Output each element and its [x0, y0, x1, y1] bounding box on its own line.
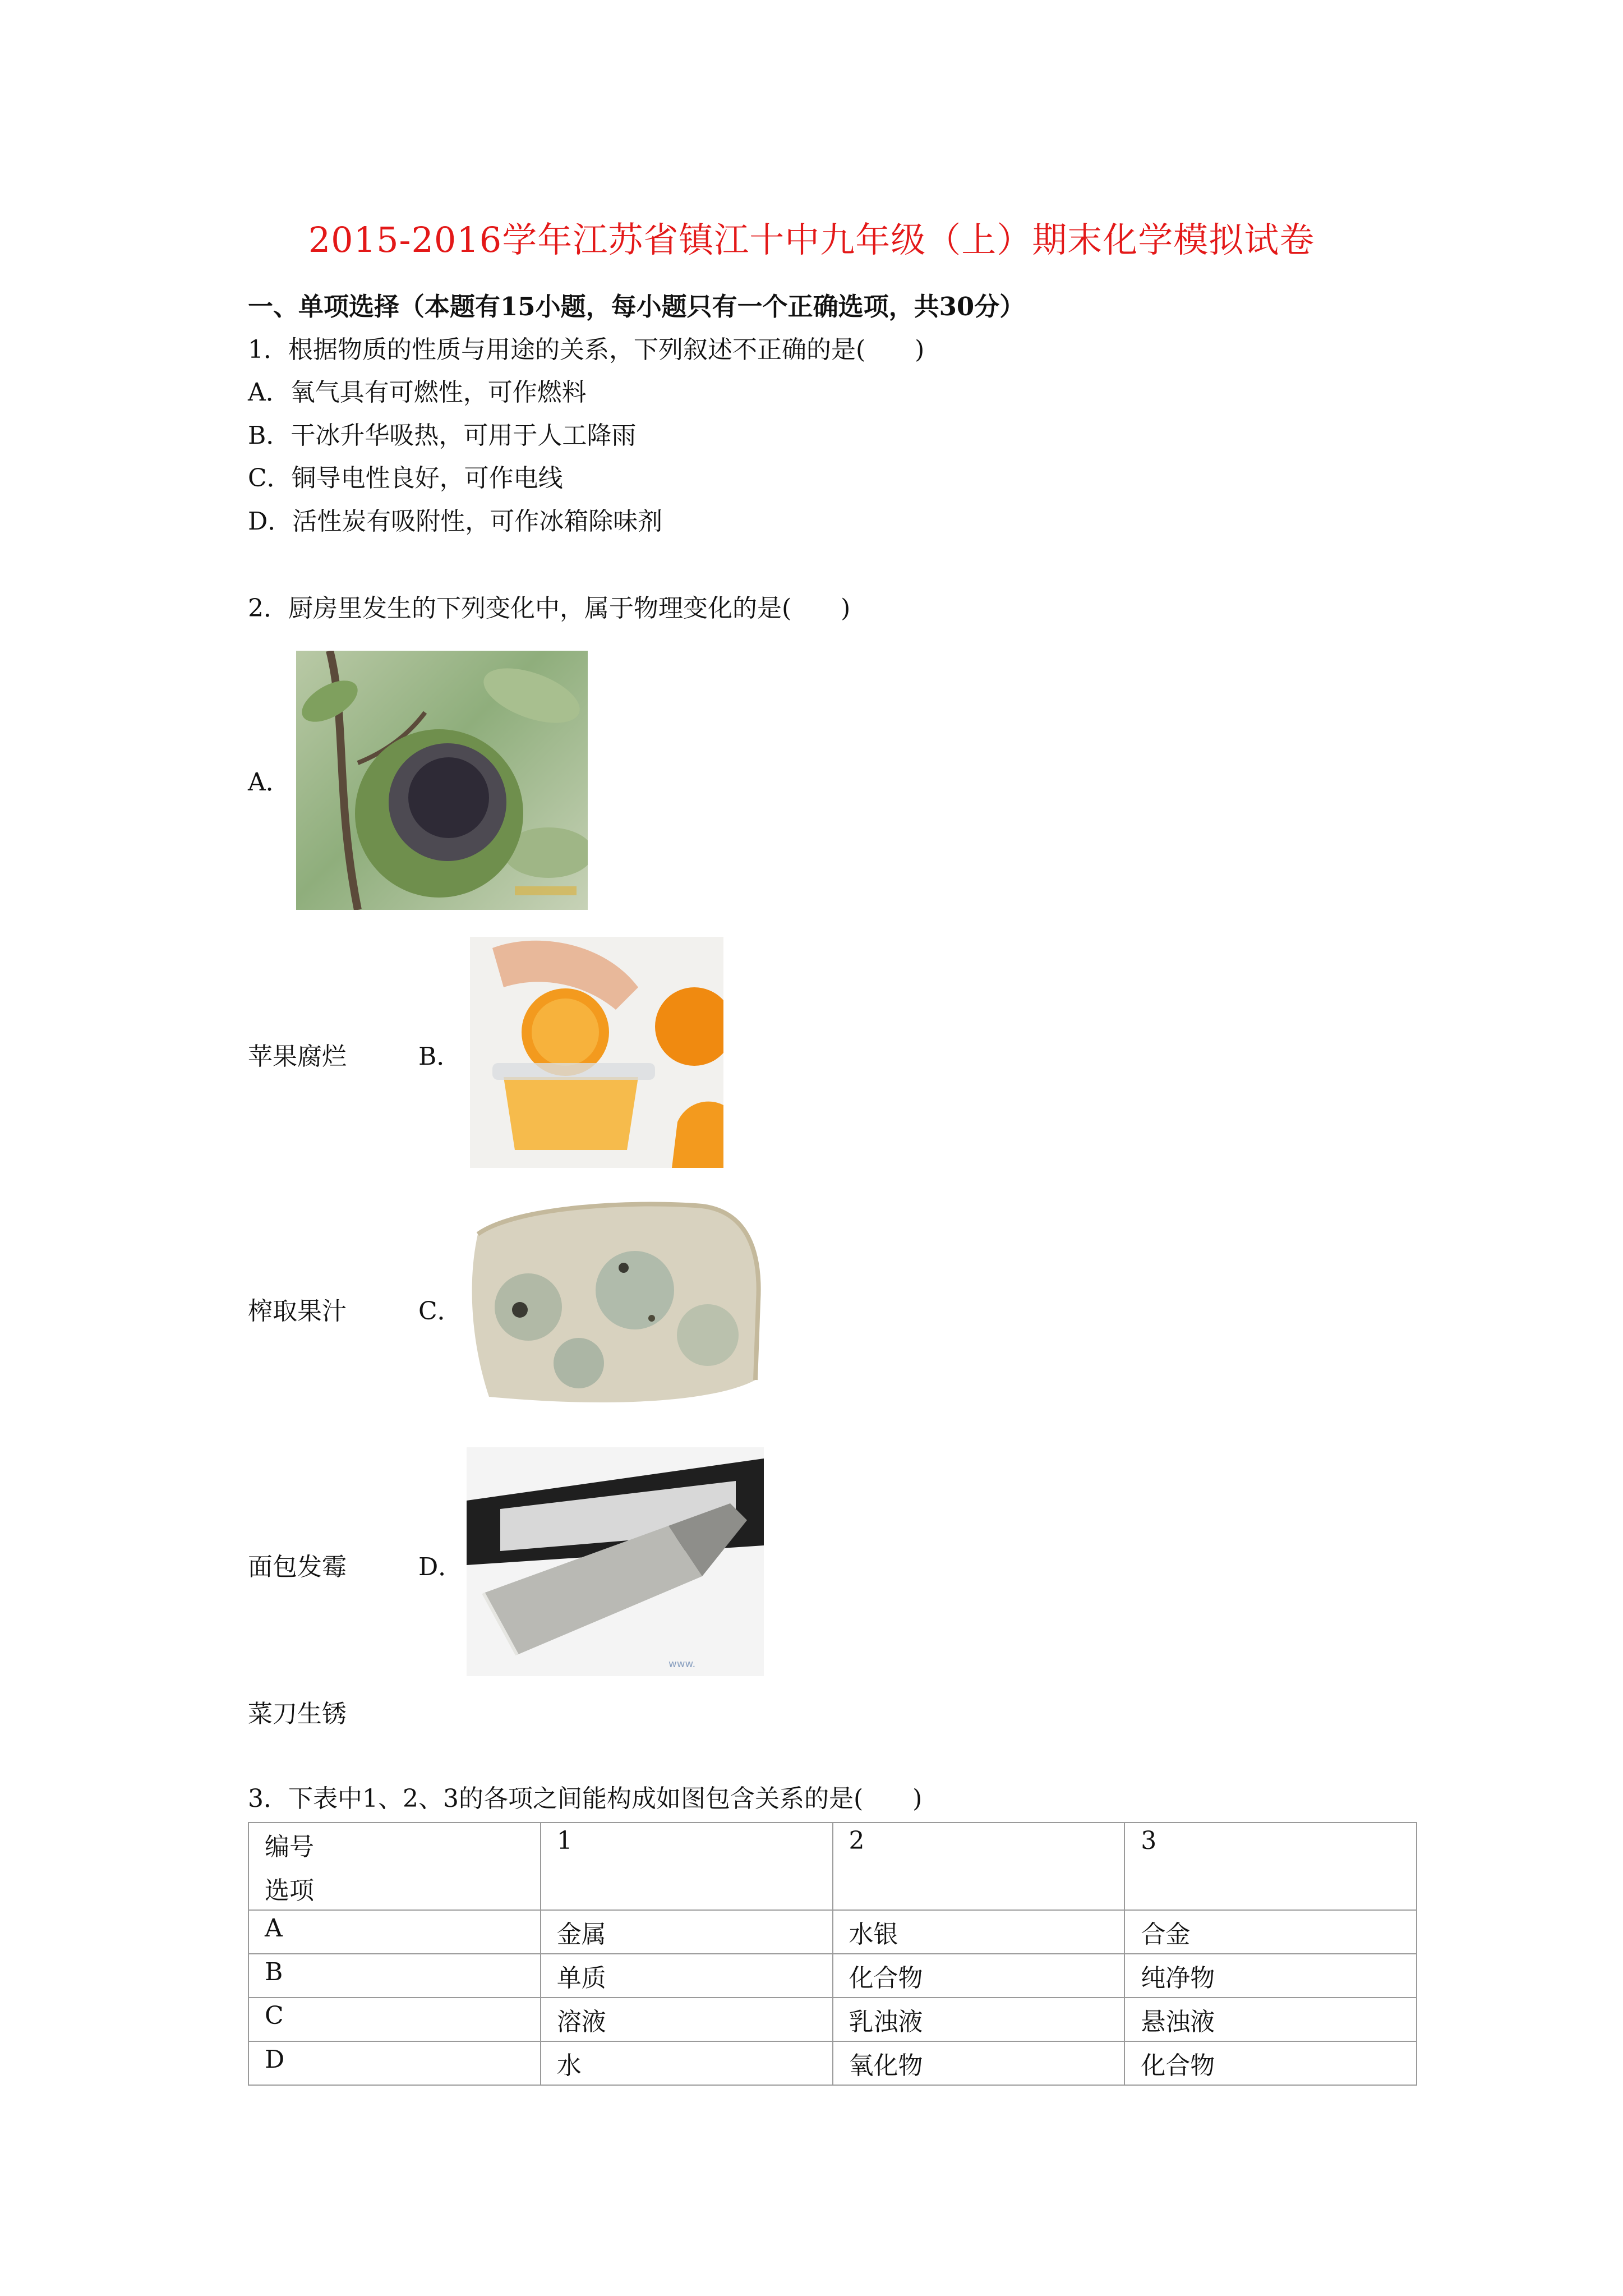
question-2-caption-d: 菜刀生锈 — [248, 1700, 347, 1728]
question-1-stem: 1．根据物质的性质与用途的关系，下列叙述不正确的是( ) — [248, 335, 925, 364]
question-2-letter-c: C． — [418, 1297, 462, 1326]
header-number-label: 编号 — [265, 1833, 314, 1861]
table-header-cell: 3 — [1124, 1823, 1417, 1910]
question-3-stem: 3．下表中1、2、3的各项之间能构成如图包含关系的是( ) — [248, 1784, 923, 1813]
table-cell: C — [248, 1998, 541, 2041]
question-1-option-d: D．活性炭有吸附性，可作冰箱除味剂 — [248, 507, 663, 536]
table-row — [248, 1998, 1417, 2041]
question-2-caption-b: 榨取果汁 — [248, 1297, 347, 1326]
options-table — [248, 1822, 1417, 2086]
table-row — [248, 1954, 1417, 1998]
question-2-letter-b: B． — [418, 1042, 462, 1071]
table-header-cell: 1 — [541, 1823, 833, 1910]
table-header-corner — [248, 1823, 541, 1910]
table-row — [248, 2041, 1417, 2085]
table-cell: 金属 — [541, 1910, 833, 1954]
table-cell: 合金 — [1124, 1910, 1417, 1954]
table-cell: A — [248, 1910, 541, 1954]
table-cell: 纯净物 — [1124, 1954, 1417, 1998]
svg-text:www.: www. — [668, 1658, 696, 1670]
question-2-letter-a: A． — [248, 768, 291, 797]
kitchen-knife-photo — [467, 1447, 764, 1676]
table-header-row — [248, 1823, 1417, 1910]
header-option-label: 选项 — [265, 1876, 314, 1905]
moldy-bread-photo — [467, 1200, 764, 1414]
table-cell: 水 — [541, 2041, 833, 2085]
apple-rotting-illustration — [296, 651, 588, 910]
juicing-orange-illustration — [470, 937, 723, 1168]
section-heading: 一、单项选择（本题有15小题，每小题只有一个正确选项，共30分） — [248, 292, 1025, 321]
table-cell: 乳浊液 — [833, 1998, 1125, 2041]
question-1-option-a: A．氧气具有可燃性，可作燃料 — [248, 378, 587, 407]
juicing-orange-photo — [470, 937, 723, 1168]
question-2-caption-a: 苹果腐烂 — [248, 1042, 347, 1071]
table-cell: B — [248, 1954, 541, 1998]
question-2-caption-c: 面包发霉 — [248, 1553, 347, 1581]
table-cell: 单质 — [541, 1954, 833, 1998]
question-2-letter-d: D． — [418, 1553, 463, 1581]
table-cell: 化合物 — [1124, 2041, 1417, 2085]
kitchen-knife-illustration — [467, 1447, 764, 1676]
table-header-cell: 2 — [833, 1823, 1125, 1910]
table-cell: 溶液 — [541, 1998, 833, 2041]
table-cell: 氧化物 — [833, 2041, 1125, 2085]
table-cell: D — [248, 2041, 541, 2085]
apple-rotting-photo — [296, 651, 588, 910]
question-1-option-b: B．干冰升华吸热，可用于人工降雨 — [248, 421, 637, 450]
table-cell: 悬浊液 — [1124, 1998, 1417, 2041]
table-row — [248, 1910, 1417, 1954]
question-1-option-c: C．铜导电性良好，可作电线 — [248, 464, 563, 493]
question-2-stem: 2．厨房里发生的下列变化中，属于物理变化的是( ) — [248, 594, 851, 623]
table-cell: 水银 — [833, 1910, 1125, 1954]
moldy-bread-illustration — [467, 1200, 764, 1414]
table-cell: 化合物 — [833, 1954, 1125, 1998]
page-title: 2015-2016学年江苏省镇江十中九年级（上）期末化学模拟试卷 — [308, 219, 1315, 260]
